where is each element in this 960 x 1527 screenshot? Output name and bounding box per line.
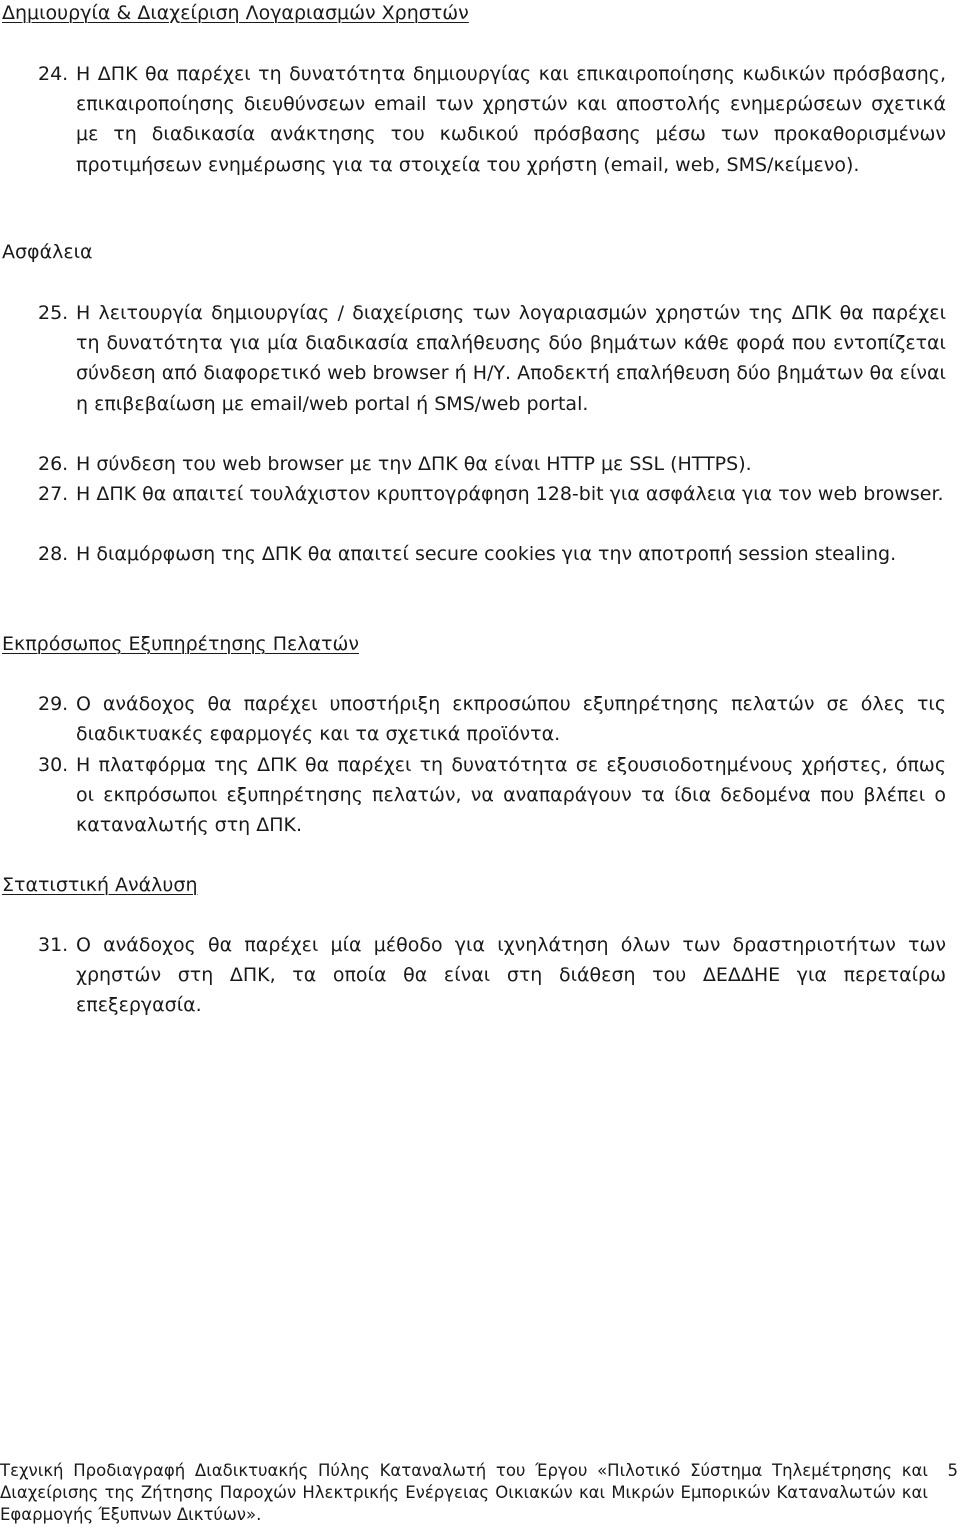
item-text: Η πλατφόρμα της ΔΠΚ θα παρέχει τη δυνατότητα σε εξουσιοδοτημένους χρήστες, όπως οι εκπρόσωποι εξυπηρέτησης πελατών, να αναπαράγουν τα ίδια δεδομένα που βλέπει ο καταναλωτής στη ΔΠΚ. — [76, 754, 946, 837]
requirement-item-24 — [38, 59, 946, 180]
requirement-item-31 — [38, 930, 946, 1021]
requirement-item-26 — [38, 449, 946, 479]
item-text: Η ΔΠΚ θα παρέχει τη δυνατότητα δημιουργίας και επικαιροποίησης κωδικών πρόσβασης, επικαιροποίησης διευθύνσεων email των χρηστών και αποστολής ενημερώσεων σχετικά με τη διαδικασία ανάκτησης του κωδικού πρόσβασης μέσω των προκαθορισμένων προτιμήσεων ενημέρωσης για τα στοιχεία του χρήστη (email, web, SMS/κείμενο). — [76, 63, 946, 176]
item-number: 25. — [38, 302, 69, 324]
requirement-item-25 — [38, 298, 946, 419]
section-heading-statistics: Στατιστική Ανάλυση — [2, 874, 198, 896]
section-heading-customer-service: Εκπρόσωπος Εξυπηρέτησης Πελατών — [2, 633, 359, 655]
page-number: 5 — [947, 1461, 958, 1480]
item-number: 31. — [38, 934, 69, 956]
item-number: 30. — [38, 754, 69, 776]
item-number: 26. — [38, 453, 69, 475]
item-number: 27. — [38, 483, 69, 505]
requirement-item-30 — [38, 750, 946, 841]
page-footer — [0, 1460, 960, 1526]
requirement-item-28 — [38, 539, 946, 569]
requirement-item-27 — [38, 479, 946, 509]
footer-text: Τεχνική Προδιαγραφή Διαδικτυακής Πύλης Καταναλωτή του Έργου «Πιλοτικό Σύστημα Τηλεμέτρησης και Διαχείρισης της Ζήτησης Παροχών Ηλεκτρικής Ενέργειας Οικιακών και Μικρών Εμπορικών Καταναλωτών και Εφαρμογής Έξυπνων Δικτύων». — [0, 1461, 928, 1524]
item-text: Η σύνδεση του web browser με την ΔΠΚ θα είναι HTTP με SSL (HTTPS). — [76, 453, 752, 475]
section-heading-accounts: Δημιουργία & Διαχείριση Λογαριασμών Χρηστών — [2, 2, 469, 24]
section-heading-security: Ασφάλεια — [2, 241, 93, 263]
item-text: Ο ανάδοχος θα παρέχει μία μέθοδο για ιχνηλάτηση όλων των δραστηριοτήτων των χρηστών στη ΔΠΚ, τα οποία θα είναι στη διάθεση του ΔΕΔΔΗΕ για περεταίρω επεξεργασία. — [76, 934, 946, 1017]
item-text: Η λειτουργία δημιουργίας / διαχείρισης των λογαριασμών χρηστών της ΔΠΚ θα παρέχει τη δυνατότητα για μία διαδικασία επαλήθευσης δύο βημάτων κάθε φορά που εντοπίζεται σύνδεση από διαφορετικό web browser ή Η/Υ. Αποδεκτή επαλήθευση δύο βημάτων θα είναι η επιβεβαίωση με email/web portal ή SMS/web portal. — [76, 302, 946, 415]
item-text: Ο ανάδοχος θα παρέχει υποστήριξη εκπροσώπου εξυπηρέτησης πελατών σε όλες τις διαδικτυακές εφαρμογές και τα σχετικά προϊόντα. — [76, 693, 946, 746]
item-text: Η ΔΠΚ θα απαιτεί τουλάχιστον κρυπτογράφηση 128-bit για ασφάλεια για τον web browser. — [76, 483, 944, 505]
item-number: 28. — [38, 543, 69, 565]
requirement-item-29 — [38, 689, 946, 749]
item-number: 29. — [38, 693, 69, 715]
item-text: Η διαμόρφωση της ΔΠΚ θα απαιτεί secure cookies για την αποτροπή session stealing. — [76, 543, 897, 565]
item-number: 24. — [38, 63, 69, 85]
